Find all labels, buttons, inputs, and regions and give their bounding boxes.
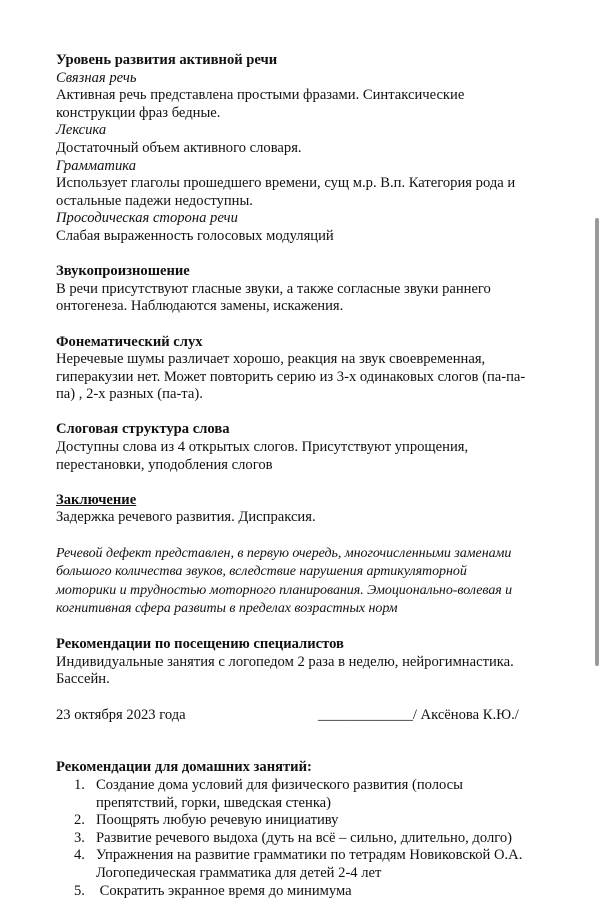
grammar-text-1: Использует глаголы прошедшего времени, сущ м.р. В.п. Категория рода и xyxy=(56,175,516,192)
home-recommendations-list xyxy=(56,777,546,900)
list-item xyxy=(74,812,546,830)
grammar-text-2: остальные падежи недоступны. xyxy=(56,192,253,209)
phonemic-text-2: гиперакузии нет. Может повторить серию из 3-х одинаковых слогов (па-па- xyxy=(56,368,526,385)
conclusion-italic-3: моторики и трудностью моторного планирования. Эмоционально-волевая и xyxy=(56,582,513,598)
list-item-number: 3. xyxy=(74,829,85,846)
pronunciation-text-2: онтогенеза. Наблюдаются замены, искажения. xyxy=(56,298,344,315)
specialists-text-2: Бассейн. xyxy=(56,671,110,688)
list-item xyxy=(74,847,546,882)
scrollbar[interactable] xyxy=(595,218,599,666)
phonemic-heading: Фонематический слух xyxy=(56,333,203,350)
lexicon-label: Лексика xyxy=(56,122,107,139)
prosody-text: Слабая выраженность голосовых модуляций xyxy=(56,227,334,244)
syllable-text-1: Доступны слова из 4 открытых слогов. Присутствуют упрощения, xyxy=(56,439,469,456)
list-item xyxy=(74,776,546,812)
pronunciation-heading: Звукопроизношение xyxy=(56,263,190,280)
conclusion-italic-block xyxy=(56,545,546,619)
conclusion-italic-2: большого количества звуков, вследствие нарушения артикуляторной xyxy=(56,564,467,580)
prosody-label: Просодическая сторона речи xyxy=(56,210,238,227)
list-item-number: 2. xyxy=(74,812,85,829)
list-item-text: Создание дома условий для физического развития (полосы xyxy=(96,776,463,793)
grammar-label: Грамматика xyxy=(56,157,137,174)
list-item-text-cont: Логопедическая грамматика для детей 2-4 лет xyxy=(96,864,382,881)
conclusion-heading: Заключение xyxy=(56,491,137,508)
pronunciation-text-1: В речи присутствуют гласные звуки, а также согласные звуки раннего xyxy=(56,280,491,297)
lexicon-text: Достаточный объем активного словаря. xyxy=(56,139,302,156)
signature-date: 23 октября 2023 года xyxy=(56,706,186,723)
list-item-text: Сократить экранное время до минимума xyxy=(96,882,352,899)
signature-row xyxy=(56,707,546,725)
list-item-number: 5. xyxy=(74,882,85,899)
syllable-text-2: перестановки, уподобления слогов xyxy=(56,456,273,473)
conclusion-italic-1: Речевой дефект представлен, в первую очередь, многочисленными заменами xyxy=(56,545,512,561)
coherent-speech-label: Связная речь xyxy=(56,69,137,86)
list-item-text: Упражнения на развитие грамматики по тетрадям Новиковской О.А. xyxy=(96,847,523,864)
list-item-text: Развитие речевого выдоха (дуть на всё – сильно, длительно, долго) xyxy=(96,829,513,846)
coherent-speech-text-1: Активная речь представлена простыми фразами. Синтаксические xyxy=(56,87,465,104)
specialists-heading: Рекомендации по посещению специалистов xyxy=(56,636,344,653)
coherent-speech-text-2: конструкции фраз бедные. xyxy=(56,104,221,121)
document-content xyxy=(56,52,546,900)
phonemic-text-1: Неречевые шумы различает хорошо, реакция на звук своевременная, xyxy=(56,351,486,368)
syllable-heading: Слоговая структура слова xyxy=(56,421,230,438)
list-item xyxy=(74,829,546,848)
speech-heading: Уровень развития активной речи xyxy=(56,52,278,68)
conclusion-text: Задержка речевого развития. Диспраксия. xyxy=(56,509,316,526)
list-item-number: 1. xyxy=(74,776,85,793)
list-item-text-cont: препятствий, горки, шведская стенка) xyxy=(96,794,332,811)
list-item-number: 4. xyxy=(74,847,85,864)
signature-line-name: _____________/ Аксёнова К.Ю./ xyxy=(318,706,519,723)
conclusion-italic-4: когнитивная сфера развиты в пределах возрастных норм xyxy=(56,601,398,617)
phonemic-text-3: па) , 2-х разных (па-та). xyxy=(56,386,203,403)
home-heading: Рекомендации для домашних занятий: xyxy=(56,759,312,776)
list-item-text: Поощрять любую речевую инициативу xyxy=(96,812,339,829)
list-item xyxy=(74,882,546,900)
specialists-text-1: Индивидуальные занятия с логопедом 2 раза в неделю, нейрогимнастика. xyxy=(56,653,514,670)
